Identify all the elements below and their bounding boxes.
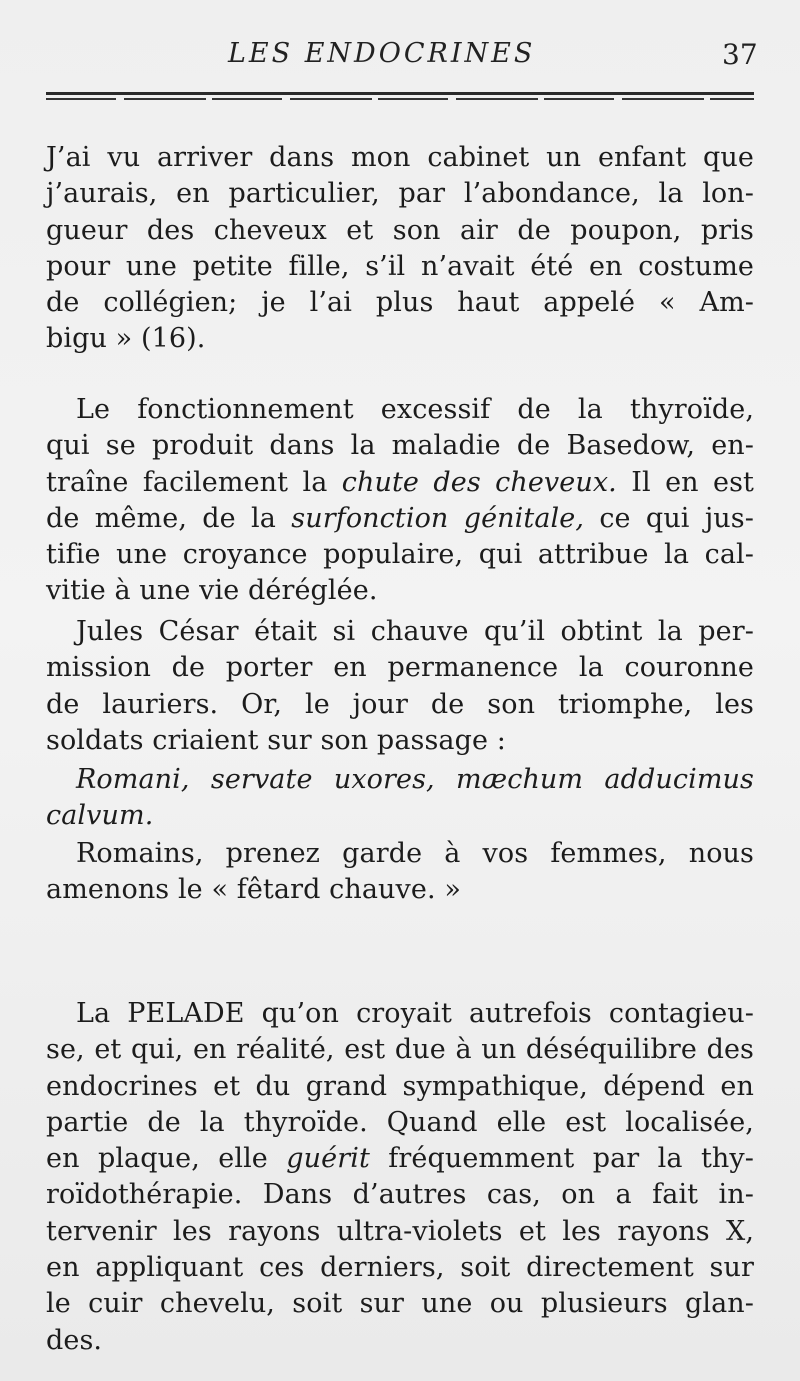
text-line: roïdothérapie. Dans d’autres cas, on a fait in-: [46, 1179, 754, 1211]
text-segment: Il en est: [616, 466, 754, 498]
paragraph-6: [46, 996, 754, 1359]
header-rule: [46, 92, 754, 102]
text-line: des.: [46, 1324, 103, 1356]
text-line: amenons le « fêtard chauve. »: [46, 874, 461, 906]
italic-word: guérit: [286, 1143, 370, 1175]
text-line: tifie une croyance populaire, qui attribue la cal-: [46, 539, 754, 571]
paragraph-4-latin-quote: [46, 762, 754, 835]
italic-phrase: chute des cheveux.: [341, 466, 617, 498]
text-line: [46, 465, 754, 501]
text-line: en appliquant ces derniers, soit directement sur: [46, 1252, 754, 1284]
text-line: [46, 1141, 754, 1177]
text-segment: traîne facilement la: [46, 466, 342, 498]
text-line: partie de la thyroïde. Quand elle est localisée,: [46, 1106, 754, 1138]
text-line: tervenir les rayons ultra-violets et les rayons X,: [46, 1215, 754, 1247]
text-line: La PELADE qu’on croyait autrefois contagieu-: [76, 998, 754, 1029]
text-line: de lauriers. Or, le jour de son triomphe, les: [46, 688, 754, 720]
running-head: LES ENDOCRINES: [228, 38, 536, 69]
text-segment: ce qui jus-: [584, 502, 754, 534]
text-line: endocrines et du grand sympathique, dépend en: [46, 1070, 754, 1102]
paragraph-1: [46, 140, 754, 358]
text-line: J’ai vu arriver dans mon cabinet un enfant que: [46, 142, 754, 173]
text-line: [46, 501, 754, 537]
text-line: se, et qui, en réalité, est due à un déséquilibre des: [46, 1034, 754, 1066]
text-line: gueur des cheveux et son air de poupon, pris: [46, 214, 754, 246]
header-rule-thick: [46, 92, 754, 95]
text-line: mission de porter en permanence la couronne: [46, 652, 754, 684]
text-line: qui se produit dans la maladie de Basedow, en-: [46, 430, 754, 462]
text-line: Romani, servate uxores, mæchum adducimus: [76, 764, 754, 795]
text-line: Romains, prenez garde à vos femmes, nous: [76, 838, 754, 869]
text-segment: de même, de la: [46, 502, 292, 534]
text-line: Le fonctionnement excessif de la thyroïde,: [76, 394, 754, 425]
text-line: bigu » (16).: [46, 323, 206, 355]
paragraph-2: [46, 392, 754, 610]
italic-phrase: surfonction génitale,: [291, 502, 585, 534]
page-number: 37: [722, 38, 758, 71]
page-header: [0, 36, 800, 76]
text-line: pour une petite fille, s’il n’avait été en costume: [46, 250, 754, 282]
text-segment: fréquemment par la thy-: [369, 1143, 754, 1175]
text-line: Jules César était si chauve qu’il obtint la per-: [76, 616, 754, 647]
text-line: calvum.: [46, 800, 154, 832]
text-line: soldats criaient sur son passage :: [46, 724, 506, 756]
text-line: j’aurais, en particulier, par l’abondance, la lon-: [46, 178, 754, 210]
text-line: de collégien; je l’ai plus haut appelé « Am-: [46, 287, 754, 319]
header-rule-thin: [46, 98, 754, 100]
paragraph-5: [46, 836, 754, 909]
paragraph-3: [46, 614, 754, 759]
text-line: vitie à une vie déréglée.: [46, 575, 378, 607]
text-line: le cuir chevelu, soit sur une ou plusieurs glan-: [46, 1288, 754, 1320]
text-segment: en plaque, elle: [46, 1143, 287, 1175]
